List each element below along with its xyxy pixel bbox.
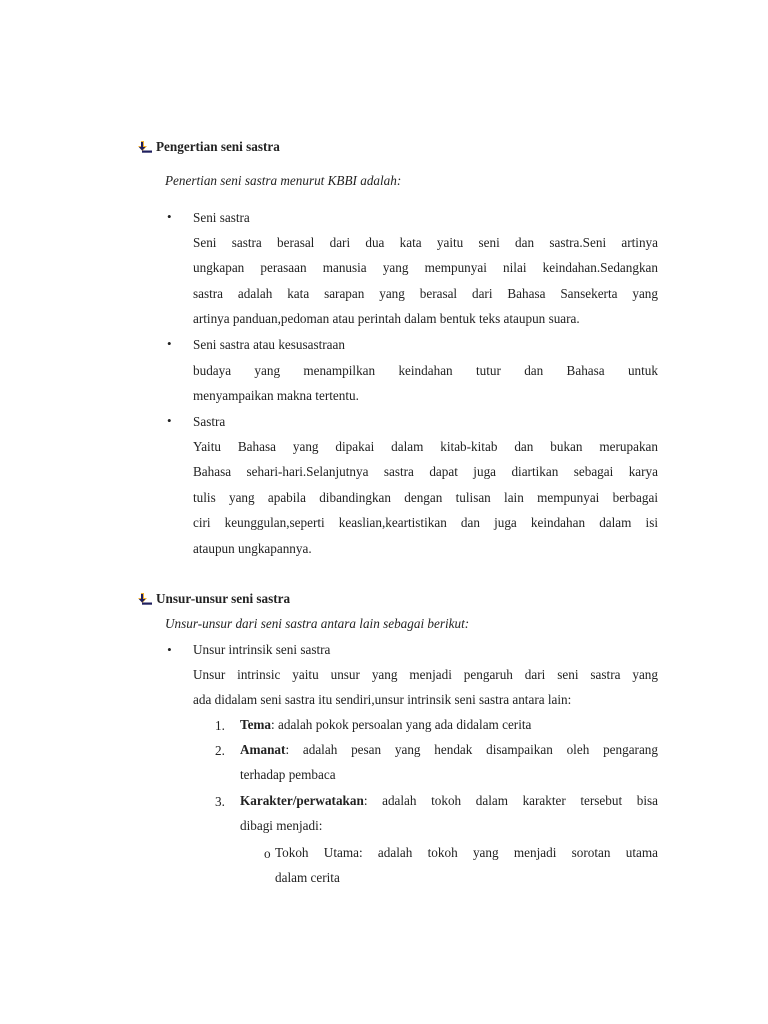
sub-item-line: dalam cerita — [275, 870, 340, 886]
list-item-paragraph — [193, 434, 658, 561]
list-item-label: Seni sastra atau kesusastraan — [193, 337, 345, 352]
term: Tema — [240, 717, 272, 732]
paragraph-line: artinya panduan,pedoman atau perintah dalam bentuk teks ataupun suara. — [193, 311, 580, 327]
term: Karakter/perwatakan — [240, 793, 364, 808]
definition: : adalah pokok persoalan yang ada didalam cerita — [271, 717, 532, 732]
numbered-line: dibagi menjadi: — [240, 818, 323, 834]
numbered-line — [240, 737, 658, 762]
paragraph-line: ada didalam seni sastra itu sendiri,unsur intrinsik seni sastra antara lain: — [193, 692, 572, 708]
section-intro: Unsur-unsur dari seni sastra antara lain sebagai berikut: — [165, 616, 470, 631]
paragraph-line: budaya yang menampilkan keindahan tutur dan Bahasa untuk — [193, 363, 658, 378]
paragraph-line: ataupun ungkapannya. — [193, 540, 312, 556]
sub-bullet-icon: o — [264, 846, 271, 861]
paragraph-line: menyampaikan makna tertentu. — [193, 388, 359, 404]
arrow-bullet-icon — [138, 140, 152, 154]
paragraph-line: ungkapan perasaan manusia yang mempunyai nilai keindahan.Sedangkan — [193, 260, 658, 276]
section-intro: Penertian seni sastra menurut KBBI adalah: — [165, 173, 402, 188]
numbered-line — [240, 712, 658, 737]
paragraph-line: Seni sastra berasal dari dua kata yaitu seni dan sastra.Seni artinya — [193, 235, 658, 250]
list-item-label: Unsur intrinsik seni sastra — [193, 642, 331, 657]
sub-item-line: Tokoh Utama: adalah tokoh yang menjadi sorotan utama — [275, 845, 658, 860]
arrow-bullet-icon — [138, 592, 152, 606]
numbered-item — [240, 712, 658, 737]
heading-text: Unsur-unsur seni sastra — [156, 591, 291, 606]
heading-text: Pengertian seni sastra — [156, 139, 280, 154]
list-item-paragraph — [193, 230, 658, 332]
numbered-line — [240, 788, 658, 813]
definition: : adalah pesan yang hendak disampaikan oleh pengarang — [285, 742, 658, 757]
paragraph-line: Yaitu Bahasa yang dipakai dalam kitab-kitab dan bukan merupakan — [193, 439, 658, 454]
section-heading-unsur — [138, 591, 290, 607]
list-item-label: Sastra — [193, 414, 226, 429]
sub-item — [275, 840, 658, 891]
numbered-line: terhadap pembaca — [240, 767, 336, 783]
paragraph-line: sastra adalah kata sarapan yang berasal dari Bahasa Sansekerta yang — [193, 285, 658, 301]
list-item-label: Seni sastra — [193, 210, 250, 225]
term: Amanat — [240, 742, 286, 757]
list-number: 1. — [215, 718, 225, 733]
definition: : adalah tokoh dalam karakter tersebut bisa — [363, 793, 658, 808]
bullet-icon: • — [167, 209, 172, 224]
bullet-icon: • — [167, 413, 172, 428]
paragraph-line: Unsur intrinsic yaitu unsur yang menjadi pengaruh dari seni sastra yang — [193, 667, 658, 682]
paragraph-line: tulis yang apabila dibandingkan dengan tulisan lain mempunyai berbagai — [193, 489, 658, 505]
bullet-icon: • — [167, 336, 172, 351]
section-heading-pengertian — [138, 139, 280, 155]
list-item-paragraph — [193, 662, 658, 713]
list-item-paragraph — [193, 358, 658, 409]
paragraph-line: ciri keunggulan,seperti keaslian,keartistikan dan juga keindahan dalam isi — [193, 515, 658, 531]
numbered-item — [240, 788, 658, 839]
bullet-icon: • — [167, 642, 172, 657]
list-number: 3. — [215, 794, 225, 809]
numbered-item — [240, 737, 658, 788]
paragraph-line: Bahasa sehari-hari.Selanjutnya sastra dapat juga diartikan sebagai karya — [193, 464, 658, 480]
list-number: 2. — [215, 743, 225, 758]
